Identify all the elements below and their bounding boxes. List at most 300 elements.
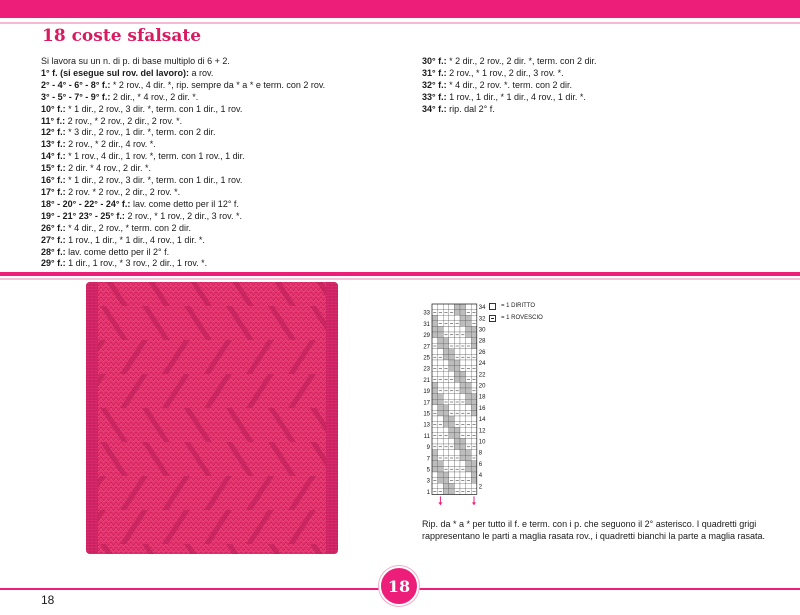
chart-cell bbox=[454, 438, 460, 444]
chart-cell bbox=[443, 483, 449, 489]
page-title: 18 coste sfalsate bbox=[42, 26, 202, 46]
chart-note: Rip. da * a * per tutto il f. e term. con i p. che seguono il 2° asterisco. I quadretti grigi rappresentano le parti a maglia rasata rov., i quadretti bianchi la parte a maglia rasata. bbox=[422, 519, 766, 541]
chart-cell bbox=[460, 310, 466, 316]
chart-cell bbox=[460, 304, 466, 310]
knitting-chart bbox=[418, 300, 488, 496]
chart-cell bbox=[460, 377, 466, 383]
chart-cell bbox=[438, 450, 444, 456]
chart-cell bbox=[471, 382, 477, 388]
diritto-symbol-icon bbox=[489, 303, 496, 310]
chart-cell bbox=[471, 343, 477, 349]
chart-cell bbox=[466, 338, 472, 344]
chart-cell bbox=[466, 371, 472, 377]
chart-cell bbox=[432, 304, 438, 310]
row-text: * 2 dir., 2 rov., 2 dir. *, term. con 2 dir. bbox=[446, 56, 597, 66]
row-label: 27° f.: bbox=[41, 234, 66, 245]
left-row-number: 27 bbox=[423, 344, 430, 351]
instruction-row bbox=[422, 68, 752, 80]
chart-cell bbox=[449, 483, 455, 489]
top-pink-band bbox=[0, 0, 800, 18]
row-label: 10° f.: bbox=[41, 103, 66, 114]
chart-cell bbox=[454, 315, 460, 321]
row-text: 2 rov., * 2 rov., 2 dir., 2 rov. *. bbox=[65, 115, 183, 126]
section-divider bbox=[0, 272, 800, 276]
row-text: rip. dal 2° f. bbox=[446, 103, 495, 114]
chart-cell bbox=[466, 360, 472, 366]
chart-cell bbox=[432, 315, 438, 321]
left-row-number: 3 bbox=[426, 478, 430, 485]
chart-cell bbox=[471, 399, 477, 405]
row-text: 2 rov., * 1 rov., 2 dir., 3 rov. *. bbox=[124, 210, 242, 221]
chart-cell bbox=[432, 371, 438, 377]
chart-cell bbox=[443, 343, 449, 349]
chart-cell bbox=[466, 461, 472, 467]
chart-cell bbox=[432, 394, 438, 400]
chart-cell bbox=[449, 433, 455, 439]
chart-cell bbox=[454, 405, 460, 411]
chart-cell bbox=[466, 405, 472, 411]
chart-cell bbox=[454, 349, 460, 355]
chart-cell bbox=[454, 427, 460, 433]
chart-cell bbox=[471, 338, 477, 344]
chart-cell bbox=[466, 455, 472, 461]
chart-cell bbox=[466, 416, 472, 422]
row-text: 1 rov., 1 dir., * 1 dir., 4 rov., 1 dir. *. bbox=[446, 91, 586, 102]
right-row-number: 10 bbox=[478, 439, 486, 446]
chart-cell bbox=[449, 304, 455, 310]
chart-cell bbox=[466, 349, 472, 355]
pattern-number-badge: 18 bbox=[379, 566, 419, 606]
left-row-number: 33 bbox=[423, 310, 430, 317]
chart-cell bbox=[438, 304, 444, 310]
chart-cell bbox=[432, 405, 438, 411]
row-label: 11° f.: bbox=[41, 115, 66, 126]
chart-cell bbox=[443, 489, 449, 495]
chart-cell bbox=[449, 489, 455, 495]
chart-cell bbox=[443, 427, 449, 433]
chart-cell bbox=[438, 478, 444, 484]
chart-cell bbox=[460, 427, 466, 433]
row-label: 26° f.: bbox=[41, 222, 66, 233]
left-row-number: 17 bbox=[423, 400, 430, 407]
row-label: 12° f.: bbox=[41, 127, 66, 138]
chart-cell bbox=[471, 371, 477, 377]
chart-cell bbox=[449, 349, 455, 355]
row-text: Si lavora su un n. di p. di base multiplo di 6 + 2. bbox=[41, 56, 230, 66]
instructions-left bbox=[41, 56, 411, 270]
chart-cell bbox=[454, 416, 460, 422]
chart-cell bbox=[471, 360, 477, 366]
chart-cell bbox=[454, 304, 460, 310]
chart-cell bbox=[438, 332, 444, 338]
left-row-number: 25 bbox=[423, 355, 430, 362]
instruction-row bbox=[41, 92, 411, 104]
chart-cell bbox=[449, 354, 455, 360]
chart-cell bbox=[438, 416, 444, 422]
chart-cell bbox=[460, 349, 466, 355]
row-label: 33° f.: bbox=[422, 91, 447, 102]
chart-cell bbox=[460, 450, 466, 456]
chart-cell bbox=[438, 472, 444, 478]
chart-cell bbox=[438, 338, 444, 344]
chart-cell bbox=[443, 450, 449, 456]
row-text: * 4 dir., 2 rov., * term. con 2 dir. bbox=[65, 222, 191, 233]
chart-cell bbox=[454, 444, 460, 450]
instruction-row bbox=[41, 223, 411, 235]
chart-cell bbox=[460, 461, 466, 467]
row-label: 31° f.: bbox=[422, 67, 447, 78]
chart-cell bbox=[443, 304, 449, 310]
right-row-number: 34 bbox=[478, 305, 486, 312]
rovescio-symbol-icon bbox=[489, 315, 496, 322]
left-row-number: 29 bbox=[423, 333, 430, 340]
chart-cell bbox=[438, 461, 444, 467]
right-row-number: 6 bbox=[478, 461, 483, 468]
chart-cell bbox=[438, 382, 444, 388]
chart-cell bbox=[449, 382, 455, 388]
instructions-right bbox=[422, 56, 752, 116]
chart-cell bbox=[454, 377, 460, 383]
chart-cell bbox=[449, 450, 455, 456]
left-row-number: 1 bbox=[426, 489, 430, 496]
row-text: 2 dir. * 4 rov., 2 dir. *. bbox=[65, 163, 151, 174]
instruction-row bbox=[41, 116, 411, 128]
chart-cell bbox=[471, 394, 477, 400]
row-label: 3° - 5° - 7° - 9° f.: bbox=[41, 91, 111, 102]
chart-cell bbox=[466, 438, 472, 444]
left-row-number: 13 bbox=[423, 422, 430, 429]
instruction-row bbox=[422, 56, 752, 68]
chart-cell bbox=[432, 466, 438, 472]
chart-cell bbox=[460, 315, 466, 321]
right-row-number: 28 bbox=[478, 338, 486, 345]
chart-cell bbox=[449, 461, 455, 467]
chart-cell bbox=[471, 315, 477, 321]
chart-cell bbox=[460, 416, 466, 422]
chart-cell bbox=[449, 416, 455, 422]
instruction-row bbox=[41, 187, 411, 199]
chart-cell bbox=[443, 315, 449, 321]
row-text: 2 dir., * 4 rov., 2 dir. *. bbox=[110, 91, 199, 102]
chart-cell bbox=[460, 394, 466, 400]
arrow-head-icon bbox=[438, 502, 442, 505]
row-text: * 3 dir., 2 rov., 1 dir. *, term. con 2 dir. bbox=[65, 127, 216, 138]
chart-cell bbox=[471, 438, 477, 444]
right-row-number: 22 bbox=[478, 372, 486, 379]
row-text: 2 rov., * 1 rov., 2 dir., 3 rov. *. bbox=[446, 67, 564, 78]
row-text: * 4 dir., 2 rov. *. term. con 2 dir. bbox=[446, 79, 572, 90]
chart-cell bbox=[460, 483, 466, 489]
chart-cell bbox=[471, 472, 477, 478]
chart-cell bbox=[471, 416, 477, 422]
chart-cell bbox=[449, 438, 455, 444]
chart-cell bbox=[460, 326, 466, 332]
chart-cell bbox=[438, 405, 444, 411]
chart-cell bbox=[471, 483, 477, 489]
instruction-row bbox=[41, 247, 411, 259]
row-text: 1 rov., 1 dir., * 1 dir., 4 rov., 1 dir. *. bbox=[65, 234, 205, 245]
chart-cell bbox=[449, 422, 455, 428]
instruction-row bbox=[422, 92, 752, 104]
arrow-head-icon bbox=[472, 502, 476, 505]
right-row-number: 24 bbox=[478, 361, 486, 368]
right-row-number: 16 bbox=[478, 405, 486, 412]
row-label: 1° f. (si esegue sul rov. del lavoro): bbox=[41, 67, 189, 78]
chart-cell bbox=[454, 461, 460, 467]
chart-cell bbox=[438, 371, 444, 377]
row-label: 18° - 20° - 22° - 24° f.: bbox=[41, 198, 131, 209]
chart-cell bbox=[438, 343, 444, 349]
chart-cell bbox=[449, 394, 455, 400]
row-text: 2 rov. * 2 rov., 2 dir., 2 rov. *. bbox=[65, 186, 181, 197]
chart-cell bbox=[454, 338, 460, 344]
chart-cell bbox=[443, 338, 449, 344]
chart-cell bbox=[443, 382, 449, 388]
chart-cell bbox=[443, 371, 449, 377]
chart-cell bbox=[460, 455, 466, 461]
left-row-number: 23 bbox=[423, 366, 430, 373]
row-text: 1 dir., 1 rov., * 3 rov., 2 dir., 1 rov. *. bbox=[65, 258, 208, 269]
chart-cell bbox=[466, 427, 472, 433]
chart-cell bbox=[432, 399, 438, 405]
legend-rovescio-label: = 1 ROVESCIO bbox=[501, 315, 543, 321]
chart-cell bbox=[449, 360, 455, 366]
chart-cell bbox=[432, 427, 438, 433]
row-label: 32° f.: bbox=[422, 79, 447, 90]
left-row-number: 15 bbox=[423, 411, 430, 418]
chart-cell bbox=[432, 382, 438, 388]
row-label: 30° f.: bbox=[422, 56, 447, 66]
row-label: 16° f.: bbox=[41, 175, 66, 186]
chart-cell bbox=[471, 332, 477, 338]
chart-cell bbox=[471, 304, 477, 310]
left-row-number: 21 bbox=[423, 377, 430, 384]
chart-cell bbox=[432, 321, 438, 327]
top-divider bbox=[0, 22, 800, 24]
chart-cell bbox=[466, 399, 472, 405]
legend-rovescio bbox=[489, 312, 543, 324]
instruction-row bbox=[41, 151, 411, 163]
chart-cell bbox=[432, 338, 438, 344]
chart-cell bbox=[438, 483, 444, 489]
chart-cell bbox=[432, 438, 438, 444]
chart-cell bbox=[460, 382, 466, 388]
chart-cell bbox=[449, 371, 455, 377]
chart-cell bbox=[438, 394, 444, 400]
legend-diritto-label: = 1 DIRITTO bbox=[501, 303, 536, 309]
chart-cell bbox=[466, 388, 472, 394]
instruction-row bbox=[41, 104, 411, 116]
chart-cell bbox=[471, 405, 477, 411]
chart-cell bbox=[438, 399, 444, 405]
chart-cell bbox=[449, 427, 455, 433]
right-row-number: 20 bbox=[478, 383, 486, 390]
chart-cell bbox=[460, 405, 466, 411]
chart-cell bbox=[454, 472, 460, 478]
chart-cell bbox=[471, 349, 477, 355]
chart-cell bbox=[460, 360, 466, 366]
chart-cell bbox=[471, 427, 477, 433]
left-row-number: 19 bbox=[423, 389, 430, 396]
row-text: * 2 rov., 4 dir. *, rip. sempre da * a * e term. con 2 rov. bbox=[110, 79, 326, 90]
chart-cell bbox=[454, 326, 460, 332]
left-row-number: 11 bbox=[423, 433, 430, 440]
row-text: lav. come detto per il 2° f. bbox=[65, 246, 170, 257]
chart-cell bbox=[438, 410, 444, 416]
chart-cell bbox=[454, 366, 460, 372]
chart-cell bbox=[432, 455, 438, 461]
left-row-number: 31 bbox=[423, 321, 430, 328]
chart-cell bbox=[438, 466, 444, 472]
chart-cell bbox=[466, 315, 472, 321]
instruction-row bbox=[41, 175, 411, 187]
chart-cell bbox=[466, 394, 472, 400]
chart-cell bbox=[432, 332, 438, 338]
row-text: a rov. bbox=[188, 67, 214, 78]
instruction-row bbox=[41, 258, 411, 270]
row-label: 15° f.: bbox=[41, 163, 66, 174]
chart-cell bbox=[466, 450, 472, 456]
chart-cell bbox=[466, 332, 472, 338]
chart-cell bbox=[471, 461, 477, 467]
row-text: * 1 dir., 2 rov., 3 dir. *, term. con 1 dir., 1 rov. bbox=[65, 175, 243, 186]
chart-cell bbox=[443, 472, 449, 478]
instruction-row bbox=[41, 211, 411, 223]
chart-cell bbox=[432, 349, 438, 355]
chart-cell bbox=[449, 338, 455, 344]
chart-cell bbox=[443, 422, 449, 428]
row-label: 13° f.: bbox=[41, 139, 66, 150]
right-row-number: 26 bbox=[478, 349, 486, 356]
instruction-row bbox=[41, 56, 411, 68]
chart-cell bbox=[443, 478, 449, 484]
section-divider-light bbox=[0, 278, 800, 280]
chart-cell bbox=[449, 405, 455, 411]
chart-cell bbox=[432, 416, 438, 422]
right-row-number: 14 bbox=[478, 417, 486, 424]
chart-cell bbox=[443, 410, 449, 416]
chart-cell bbox=[438, 427, 444, 433]
chart-cell bbox=[432, 388, 438, 394]
right-row-number: 18 bbox=[478, 394, 486, 401]
chart-cell bbox=[471, 410, 477, 416]
chart-cell bbox=[460, 338, 466, 344]
row-text: lav. come detto per il 12° f. bbox=[130, 198, 239, 209]
chart-cell bbox=[443, 349, 449, 355]
chart-cell bbox=[432, 472, 438, 478]
row-label: 19° - 21° 23° - 25° f.: bbox=[41, 210, 125, 221]
chart-cell bbox=[454, 382, 460, 388]
chart-cell bbox=[471, 450, 477, 456]
chart-cell bbox=[443, 326, 449, 332]
right-row-number: 8 bbox=[478, 450, 483, 457]
chart-cell bbox=[466, 466, 472, 472]
chart-cell bbox=[449, 326, 455, 332]
chart-cell bbox=[432, 326, 438, 332]
row-label: 17° f.: bbox=[41, 186, 66, 197]
chart-cell bbox=[460, 438, 466, 444]
chart-cell bbox=[443, 360, 449, 366]
chart-cell bbox=[454, 450, 460, 456]
chart-cell bbox=[466, 472, 472, 478]
knitted-swatch-photo bbox=[86, 282, 338, 554]
left-row-number: 7 bbox=[426, 456, 430, 463]
chart-cell bbox=[443, 461, 449, 467]
chart-cell bbox=[432, 483, 438, 489]
chart-cell bbox=[471, 466, 477, 472]
chart-cell bbox=[438, 360, 444, 366]
chart-cell bbox=[449, 366, 455, 372]
row-text: * 1 rov., 4 dir., 1 rov. *, term. con 1 rov., 1 dir. bbox=[65, 151, 245, 162]
chart-cell bbox=[454, 433, 460, 439]
chart-cell bbox=[432, 450, 438, 456]
instruction-row bbox=[41, 235, 411, 247]
chart-cell bbox=[466, 326, 472, 332]
row-label: 14° f.: bbox=[41, 151, 66, 162]
instruction-row bbox=[41, 127, 411, 139]
chart-cell bbox=[454, 360, 460, 366]
right-row-number: 4 bbox=[478, 473, 483, 480]
chart-cell bbox=[438, 315, 444, 321]
chart-cell bbox=[432, 461, 438, 467]
instruction-row bbox=[41, 139, 411, 151]
right-row-number: 2 bbox=[478, 484, 483, 491]
row-label: 2° - 4° - 6° - 8° f.: bbox=[41, 79, 111, 90]
chart-cell bbox=[471, 478, 477, 484]
chart-legend bbox=[489, 300, 543, 324]
chart-cell bbox=[466, 483, 472, 489]
right-row-number: 30 bbox=[478, 327, 486, 334]
watermark: PassionForum.ru bbox=[678, 597, 765, 609]
instruction-row bbox=[41, 163, 411, 175]
chart-cell bbox=[466, 304, 472, 310]
chart-cell bbox=[449, 472, 455, 478]
chart-cell bbox=[460, 371, 466, 377]
left-row-number: 5 bbox=[426, 467, 430, 474]
chart-cell bbox=[454, 483, 460, 489]
instruction-row bbox=[41, 68, 411, 80]
chart-cell bbox=[438, 349, 444, 355]
instruction-row bbox=[422, 80, 752, 92]
chart-cell bbox=[443, 405, 449, 411]
row-text: 2 rov., * 2 dir., 4 rov. *. bbox=[65, 139, 156, 150]
chart-cell bbox=[443, 438, 449, 444]
row-label: 28° f.: bbox=[41, 246, 66, 257]
instruction-row bbox=[422, 104, 752, 116]
chart-cell bbox=[443, 416, 449, 422]
left-row-number: 9 bbox=[426, 445, 430, 452]
page-number: 18 bbox=[41, 593, 55, 607]
chart-cell bbox=[438, 326, 444, 332]
chart-cell bbox=[460, 321, 466, 327]
chart-cell bbox=[466, 382, 472, 388]
chart-cell bbox=[460, 472, 466, 478]
right-row-number: 32 bbox=[478, 316, 486, 323]
instruction-row bbox=[41, 199, 411, 211]
chart-cell bbox=[454, 371, 460, 377]
chart-cell bbox=[460, 388, 466, 394]
legend-diritto bbox=[489, 300, 543, 312]
right-row-number: 12 bbox=[478, 428, 486, 435]
chart-cell bbox=[460, 444, 466, 450]
row-text: * 1 dir., 2 rov., 3 dir. *, term. con 1 dir., 1 rov. bbox=[65, 103, 243, 114]
chart-cell bbox=[466, 321, 472, 327]
chart-cell bbox=[449, 315, 455, 321]
instruction-row bbox=[41, 80, 411, 92]
chart-cell bbox=[432, 360, 438, 366]
chart-cell bbox=[471, 326, 477, 332]
chart-cell bbox=[443, 394, 449, 400]
